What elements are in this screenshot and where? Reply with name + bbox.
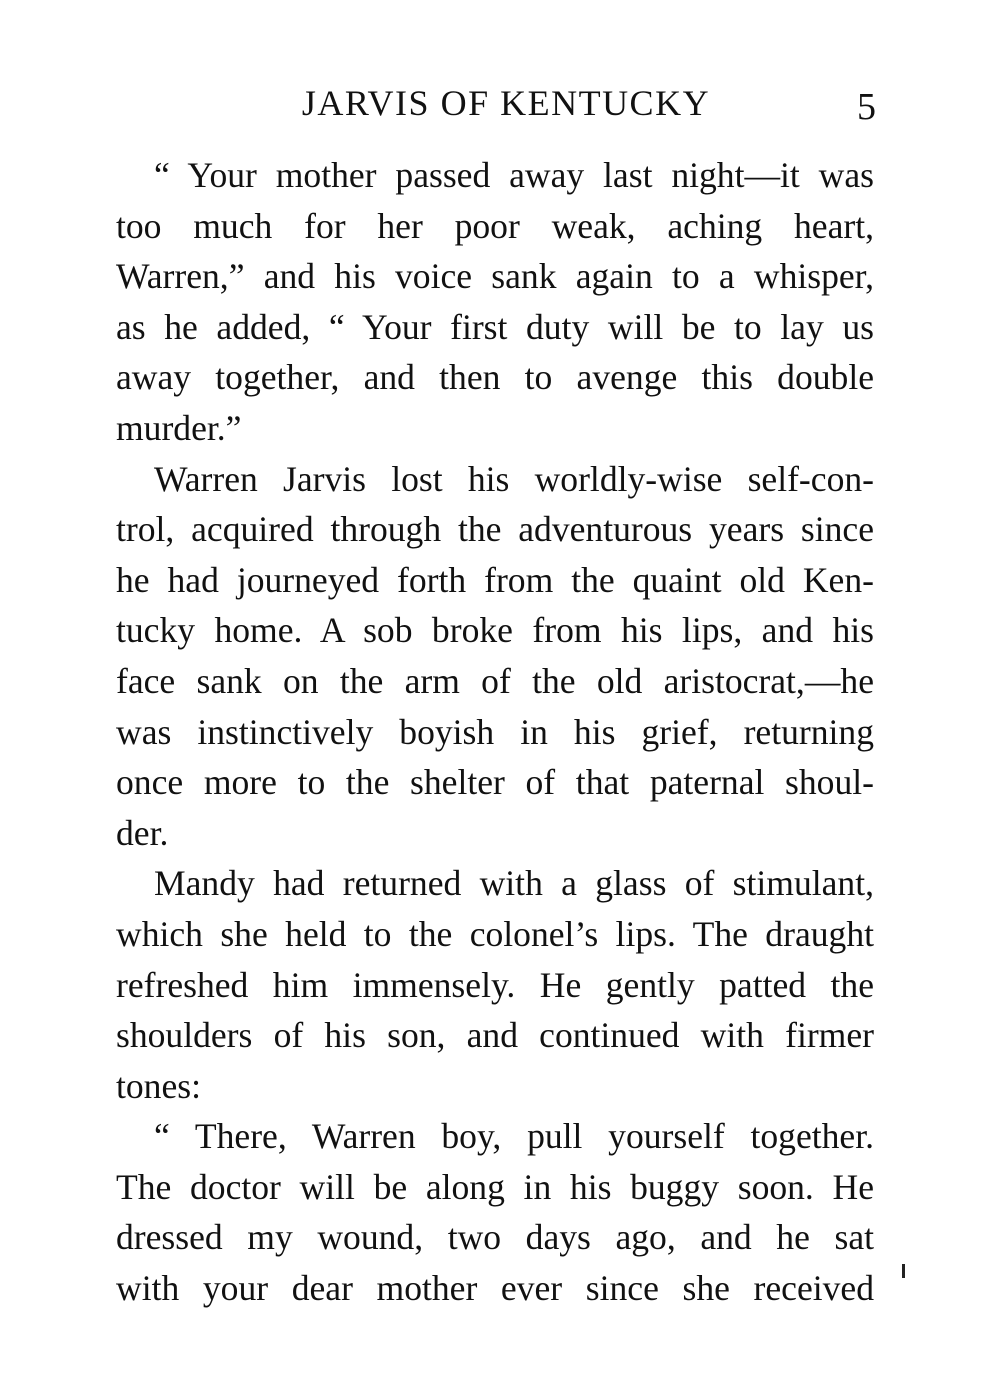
text-line: he had journeyed forth from the quaint old Ken- bbox=[116, 559, 874, 600]
text-line: The doctor will be along in his buggy soon. He bbox=[116, 1166, 874, 1207]
running-head bbox=[116, 78, 876, 128]
text-line: “ Your mother passed away last night—it was bbox=[154, 155, 874, 195]
text-line: der. bbox=[116, 812, 169, 853]
text-line: with your dear mother ever since she received bbox=[116, 1268, 874, 1309]
text-line: Warren,” and his voice sank again to a whisper, bbox=[116, 256, 874, 297]
text-line: tones: bbox=[116, 1065, 201, 1106]
text-line: refreshed him immensely. He gently patted the bbox=[116, 964, 874, 1005]
text-line: as he added, “ Your first duty will be to lay us bbox=[116, 306, 874, 347]
paragraph bbox=[116, 454, 874, 859]
text-line: tucky home. A sob broke from his lips, and his bbox=[116, 610, 874, 651]
paragraph bbox=[116, 1111, 874, 1313]
text-line: face sank on the arm of the old aristocrat,—he bbox=[116, 660, 874, 701]
text-line: trol, acquired through the adventurous years since bbox=[116, 509, 874, 550]
paragraph bbox=[116, 150, 874, 454]
text-line: shoulders of his son, and continued with firmer bbox=[116, 1015, 874, 1056]
running-head-title: JARVIS OF KENTUCKY bbox=[301, 83, 711, 123]
text-line: once more to the shelter of that paternal shoul- bbox=[116, 762, 874, 803]
body-text bbox=[116, 150, 874, 1314]
text-line: which she held to the colonel’s lips. The draught bbox=[116, 913, 874, 954]
text-line: “ There, Warren boy, pull yourself together. bbox=[154, 1116, 874, 1157]
text-line: away together, and then to avenge this double bbox=[116, 357, 874, 398]
text-line: was instinctively boyish in his grief, returning bbox=[116, 711, 874, 752]
margin-mark bbox=[902, 1264, 905, 1278]
text-line: murder.” bbox=[116, 407, 242, 448]
page-number: 5 bbox=[857, 86, 876, 128]
text-line: dressed my wound, two days ago, and he sat bbox=[116, 1217, 874, 1258]
paragraph bbox=[116, 858, 874, 1111]
text-line: Mandy had returned with a glass of stimulant, bbox=[154, 863, 874, 904]
text-line: Warren Jarvis lost his worldly-wise self-con- bbox=[154, 458, 874, 499]
text-line: too much for her poor weak, aching heart, bbox=[116, 205, 874, 246]
